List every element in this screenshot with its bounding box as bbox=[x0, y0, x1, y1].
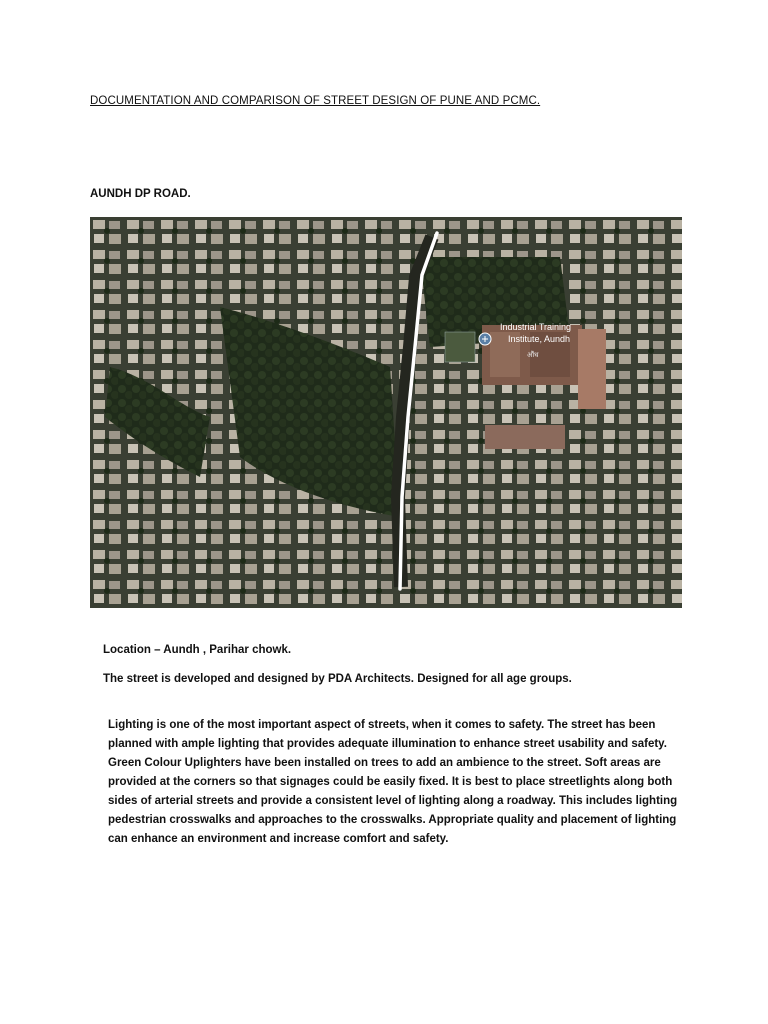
map-label-line1: Industrial Training bbox=[500, 322, 572, 332]
map-label-line3: औंध bbox=[527, 352, 539, 359]
developer-text: The street is developed and designed by PDA Architects. Designed for all age groups. bbox=[103, 673, 572, 685]
document-title: DOCUMENTATION AND COMPARISON OF STREET DESIGN OF PUNE AND PCMC. bbox=[90, 95, 541, 107]
map-label-line2: Institute, Aundh bbox=[508, 334, 571, 344]
satellite-map bbox=[90, 217, 682, 608]
map-canvas bbox=[90, 217, 682, 608]
institute-building-east bbox=[578, 329, 606, 409]
institute-annex bbox=[485, 425, 565, 449]
place-pin-icon bbox=[479, 333, 491, 345]
location-text: Location – Aundh , Parihar chowk. bbox=[103, 644, 292, 656]
section-heading: AUNDH DP ROAD. bbox=[90, 188, 191, 200]
description-paragraph: Lighting is one of the most important aspect of streets, when it comes to safety. The street has been planned with ample lighting that provides adequate illumination to enhance street usability and safety. Green Colour Uplighters have been installed on trees to add an ambience to the street. Soft areas are provided at the corners so that signages could be easily fixed. It is best to place streetlights along both sides of arterial streets and provide a consistent level of lighting along a roadway. This includes lighting pedestrian crosswalks and approaches to the crosswalks. Appropriate quality and placement of lighting can enhance an environment and increase comfort and safety. bbox=[108, 719, 678, 845]
